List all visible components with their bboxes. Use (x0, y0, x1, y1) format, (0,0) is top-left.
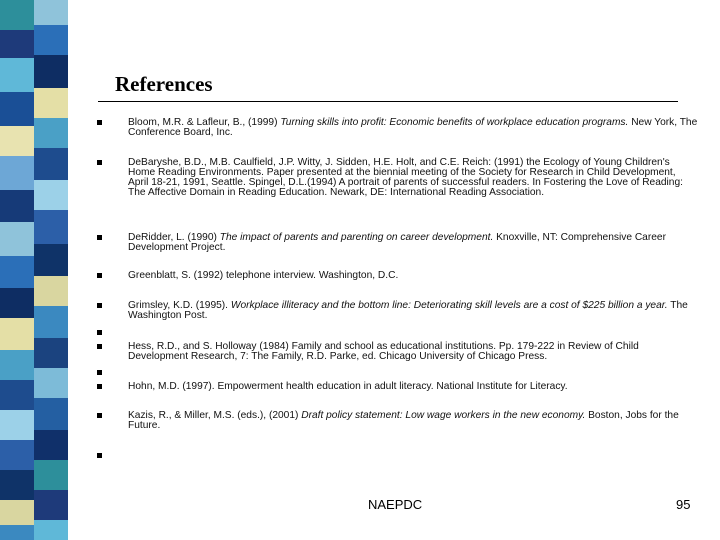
sidebar-block (0, 410, 34, 440)
bullet-icon (97, 120, 102, 125)
bullet-icon (97, 303, 102, 308)
sidebar-block (34, 118, 68, 148)
reference-entry: DeBaryshe, B.D., M.B. Caulfield, J.P. Witty, J. Sidden, H.E. Holt, and C.E. Reich: (1991) the Ecology of Young Children's Home Reading Environments. Paper presented at the biennial meeting of the Society for Research in Child Development, April 18-21, 1991, Seattle. Spingel, D.L.(1994) A portrait of parents of successful readers. In Fostering the Love of Reading: The Affective Domain in Reading Education. Newark, DE: International Reading Association. (128, 157, 683, 198)
sidebar-block (0, 525, 34, 540)
sidebar-block (34, 520, 68, 540)
sidebar-block (0, 256, 34, 288)
sidebar-block (34, 430, 68, 460)
sidebar-block (34, 490, 68, 520)
sidebar-block (34, 398, 68, 430)
decorative-sidebar (0, 0, 68, 540)
bullet-icon (97, 370, 102, 375)
bullet-icon (97, 453, 102, 458)
sidebar-block (34, 148, 68, 180)
sidebar-block (34, 25, 68, 55)
sidebar-block (34, 55, 68, 88)
sidebar-block (0, 190, 34, 222)
sidebar-block (0, 380, 34, 410)
sidebar-block (0, 500, 34, 525)
sidebar-block (34, 0, 68, 25)
sidebar-block (0, 440, 34, 470)
sidebar-block (34, 276, 68, 306)
footer-organization: NAEPDC (368, 497, 423, 512)
bullet-icon (97, 413, 102, 418)
sidebar-block (0, 288, 34, 318)
reference-entry: Grimsley, K.D. (1995). Workplace illiteracy and the bottom line: Deteriorating skill levels are a cost of $225 billion a year. The Washington Post. (128, 300, 688, 321)
sidebar-block (34, 244, 68, 276)
reference-entry: Bloom, M.R. & Lafleur, B., (1999) Turning skills into profit: Economic benefits of workplace education programs. New York, The Conference Board, Inc. (128, 117, 698, 138)
sidebar-block (0, 318, 34, 350)
sidebar-block (0, 350, 34, 380)
sidebar-block (34, 338, 68, 368)
sidebar-block (34, 88, 68, 118)
sidebar-block (34, 306, 68, 338)
sidebar-block (34, 460, 68, 490)
bullet-icon (97, 235, 102, 240)
sidebar-block (0, 30, 34, 58)
bullet-icon (97, 384, 102, 389)
footer-page-number: 95 (676, 497, 691, 512)
bullet-icon (97, 273, 102, 278)
sidebar-block (34, 210, 68, 244)
bullet-icon (97, 160, 102, 165)
bullet-icon (97, 330, 102, 335)
sidebar-block (0, 58, 34, 92)
reference-entry: Hess, R.D., and S. Holloway (1984) Family and school as educational institutions. Pp. 179-222 in Review of Child Development Research, 7: The Family, R.D. Parke, ed. Chicago University of Chicago Press. (128, 341, 639, 362)
sidebar-block (0, 0, 34, 30)
reference-entry: DeRidder, L. (1990) The impact of parents and parenting on career development. Knoxville, NT: Comprehensive Career Development Project. (128, 232, 666, 253)
sidebar-block (0, 470, 34, 500)
sidebar-block (0, 156, 34, 190)
sidebar-block (0, 222, 34, 256)
bullet-icon (97, 344, 102, 349)
sidebar-block (0, 126, 34, 156)
reference-entry: Hohn, M.D. (1997). Empowerment health education in adult literacy. National Institute for Literacy. (128, 381, 568, 392)
slide-title: References (115, 72, 213, 96)
sidebar-block (34, 368, 68, 398)
reference-entry: Greenblatt, S. (1992) telephone interview. Washington, D.C. (128, 270, 399, 281)
sidebar-block (34, 180, 68, 210)
reference-entry: Kazis, R., & Miller, M.S. (eds.), (2001) Draft policy statement: Low wage workers in the new economy. Boston, Jobs for the Future. (128, 410, 679, 431)
title-rule (98, 101, 678, 102)
sidebar-block (0, 92, 34, 126)
